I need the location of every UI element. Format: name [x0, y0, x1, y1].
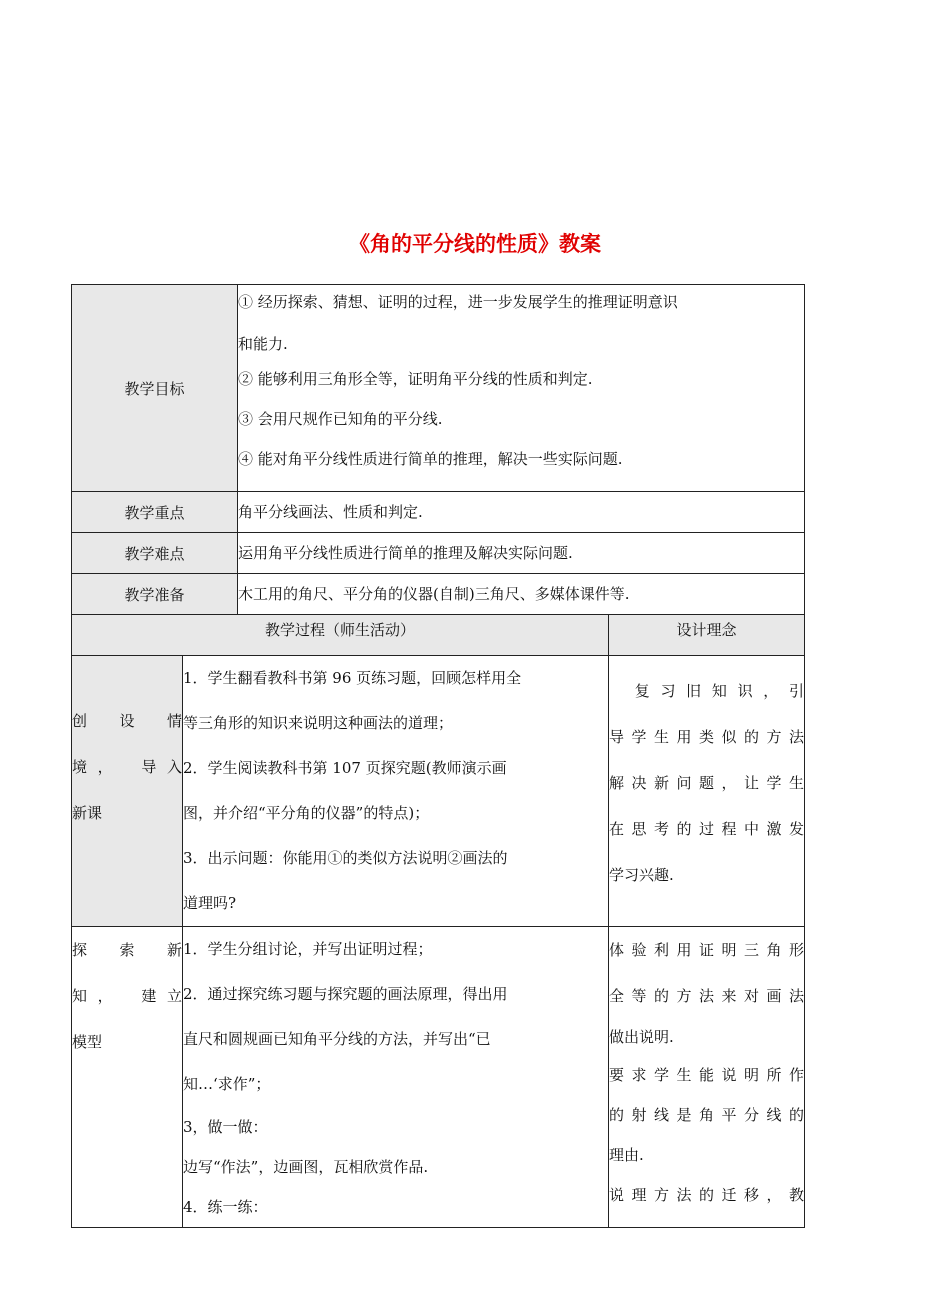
objective-item: ① 经历探索、猜想、证明的过程，进一步发展学生的推理证明意识 — [238, 293, 678, 311]
section-label-line: 新课 — [72, 804, 103, 822]
preparation-text: 木工用的角尺、平分角的仪器(自制)三角尺、多媒体课件等. — [238, 574, 805, 615]
process-header-row — [72, 615, 805, 656]
difficulties-label: 教学难点 — [72, 533, 238, 574]
section-label-line: 创 设 情 — [72, 712, 182, 730]
objectives-content — [238, 285, 805, 492]
design-idea-header: 设计理念 — [609, 615, 805, 656]
process-line: 知…‘求作”； — [183, 1075, 271, 1093]
idea-line: 理由. — [609, 1146, 644, 1164]
objectives-label: 教学目标 — [72, 285, 238, 492]
section-label-line: 模型 — [72, 1033, 103, 1051]
section-explore-idea — [609, 927, 805, 1228]
process-line: 3．出示问题：你能用①的类似方法说明②画法的 — [183, 849, 508, 867]
idea-line: 体验利用证明三角形 — [609, 941, 805, 959]
idea-line: 做出说明. — [609, 1028, 674, 1046]
section-label-line: 探 索 新 — [72, 941, 182, 959]
process-line: 3，做一做： — [183, 1118, 268, 1136]
process-line: 2．通过探究练习题与探究题的画法原理，得出用 — [183, 985, 508, 1003]
objective-item: 和能力. — [238, 335, 288, 353]
section-intro-label — [72, 656, 183, 927]
process-line: 1．学生翻看教科书第 96 页练习题，回顾怎样用全 — [183, 669, 522, 687]
process-line: 边写“作法”，边画图，瓦相欣赏作品. — [183, 1158, 429, 1176]
idea-line: 全等的方法来对画法 — [609, 987, 805, 1005]
difficulties-row — [72, 533, 805, 574]
difficulties-text: 运用角平分线性质进行简单的推理及解决实际问题. — [238, 533, 805, 574]
process-line: 1．学生分组讨论，并写出证明过程； — [183, 940, 433, 958]
process-line: 4．练一练： — [183, 1198, 268, 1216]
section-label-line: 知， 建立 — [72, 987, 182, 1005]
section-explore-label — [72, 927, 183, 1228]
section-explore-content — [183, 927, 609, 1228]
idea-line: 说理方法的迁移，教 — [609, 1186, 805, 1204]
process-line: 等三角形的知识来说明这种画法的道理； — [183, 714, 454, 732]
objective-item: ② 能够利用三角形全等，证明角平分线的性质和判定. — [238, 370, 593, 388]
key-points-text: 角平分线画法、性质和判定. — [238, 492, 805, 533]
document-title: 《角的平分线的性质》教案 — [349, 232, 601, 256]
objectives-row — [72, 285, 805, 492]
preparation-label: 教学准备 — [72, 574, 238, 615]
idea-line: 的射线是角平分线的 — [609, 1106, 805, 1124]
process-line: 直尺和圆规画已知角平分线的方法，并写出“已 — [183, 1030, 491, 1048]
process-header-label: 教学过程（师生活动） — [72, 615, 609, 656]
section-explore-row — [72, 927, 805, 1228]
idea-line: 要求学生能说明所作 — [609, 1066, 805, 1084]
key-points-row — [72, 492, 805, 533]
idea-line: 复习旧知识，引 — [609, 682, 805, 700]
idea-line: 解决新问题，让学生 — [609, 774, 805, 792]
idea-line: 在思考的过程中激发 — [609, 820, 805, 838]
section-intro-idea — [609, 656, 805, 927]
process-line: 2．学生阅读教科书第 107 页探究题(教师演示画 — [183, 759, 507, 777]
lesson-plan-table — [71, 284, 805, 1228]
idea-line: 学习兴趣. — [609, 866, 674, 884]
preparation-row — [72, 574, 805, 615]
idea-line: 导学生用类似的方法 — [609, 728, 805, 746]
process-line: 道理吗? — [183, 894, 237, 912]
section-intro-row — [72, 656, 805, 927]
section-label-line: 境， 导入 — [72, 758, 182, 776]
objective-item: ④ 能对角平分线性质进行简单的推理，解决一些实际问题. — [238, 450, 623, 468]
process-line: 图，并介绍“平分角的仪器”的特点)； — [183, 804, 430, 822]
section-intro-content — [183, 656, 609, 927]
objective-item: ③ 会用尺规作已知角的平分线. — [238, 410, 443, 428]
key-points-label: 教学重点 — [72, 492, 238, 533]
